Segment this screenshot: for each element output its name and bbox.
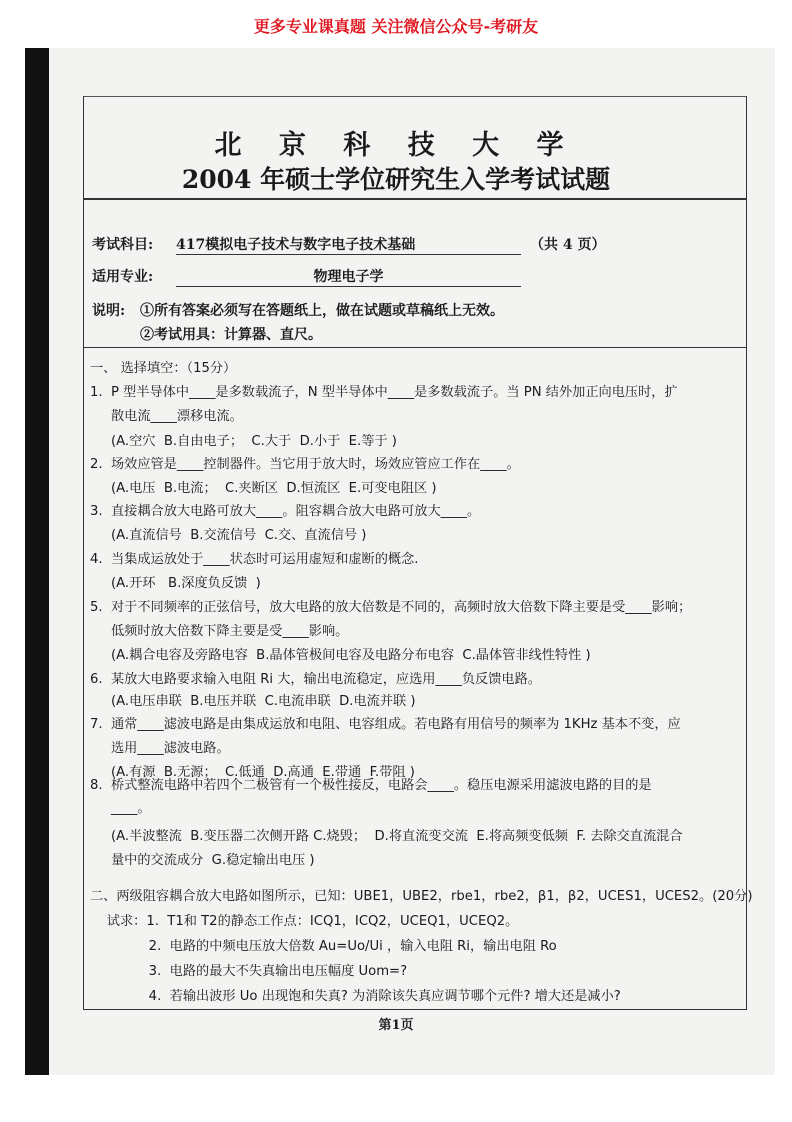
question-line: (A.直流信号 B.交流信号 C.交、直流信号 ) bbox=[90, 528, 367, 543]
question-line: (A.开环 B.深度负反馈 ) bbox=[90, 576, 261, 591]
question-line: 6. 某放大电路要求输入电阻 Ri 大，输出电流稳定，应选用____负反馈电路。 bbox=[90, 672, 541, 687]
major-label: 适用专业: bbox=[92, 269, 154, 285]
question-line: 3. 电路的最大不失真输出电压幅度 Uom=? bbox=[90, 964, 408, 979]
question-line: 5. 对于不同频率的正弦信号，放大电路的放大倍数是不同的，高频时放大倍数下降主要是受____影响； bbox=[90, 600, 692, 615]
question-line: 1. P 型半导体中____是多数载流子，N 型半导体中____是多数载流子。当 PN 结外加正向电压时，扩 bbox=[90, 385, 678, 400]
question-line: 量中的交流成分 G.稳定输出电压 ) bbox=[90, 853, 315, 868]
question-line: (A.空穴 B.自由电子； C.大于 D.小于 E.等于 ) bbox=[90, 434, 397, 449]
question-line: 8. 桥式整流电路中若四个二极管有一个极性接反，电路会____。稳压电源采用滤波电路的目的是 bbox=[90, 778, 652, 793]
question-line: (A.耦合电容及旁路电容 B.晶体管极间电容及电路分布电容 C.晶体管非线性特性 ) bbox=[90, 648, 591, 663]
question-line: (A.电压 B.电流； C.夹断区 D.恒流区 E.可变电阻区 ) bbox=[90, 481, 437, 496]
divider bbox=[83, 347, 747, 348]
question-line: (A.有源 B.无源； C.低通 D.高通 E.带通 F.带阻 ) bbox=[90, 765, 415, 780]
subject-value: 417模拟电子技术与数字电子技术基础 bbox=[176, 234, 521, 255]
major-value: 物理电子学 bbox=[176, 266, 521, 287]
page-count: （共 4 页） bbox=[530, 237, 606, 253]
question-line: ____。 bbox=[90, 801, 151, 816]
subject-label: 考试科目: bbox=[92, 237, 154, 253]
question-line: 2. 电路的中频电压放大倍数 Au=Uo/Ui ，输入电阻 Ri，输出电阻 Ro bbox=[90, 939, 557, 954]
question-line: 3. 直接耦合放大电路可放大____。阻容耦合放大电路可放大____。 bbox=[90, 504, 481, 519]
notes-label: 说明: bbox=[92, 303, 126, 319]
question-line: 试求：1. T1和 T2的静态工作点：ICQ1，ICQ2，UCEQ1，UCEQ2。 bbox=[90, 914, 519, 929]
question-line: 7. 通常____滤波电路是由集成运放和电阻、电容组成。若电路有用信号的频率为 1KHz 基本不变，应 bbox=[90, 717, 681, 732]
scan-edge bbox=[25, 48, 49, 1075]
exam-title: 2004 年硕士学位研究生入学考试试题 bbox=[181, 165, 611, 194]
question-line: 2. 场效应管是____控制器件。当它用于放大时，场效应管应工作在____。 bbox=[90, 457, 520, 472]
promo-banner: 更多专业课真题 关注微信公众号-考研友 bbox=[253, 17, 539, 36]
question-line: 4. 若输出波形 Uo 出现饱和失真? 为消除该失真应调节哪个元件? 增大还是减小? bbox=[90, 989, 621, 1004]
university-name: 北 京 科 技 大 学 bbox=[214, 130, 578, 161]
note-2: ②考试用具：计算器、直尺。 bbox=[140, 327, 322, 343]
page-number: 第1页 bbox=[378, 1018, 414, 1033]
question-line: 一、 选择填空：（15分） bbox=[90, 361, 237, 376]
divider bbox=[83, 198, 747, 200]
question-line: (A.半波整流 B.变压器二次侧开路 C.烧毁； D.将直流变交流 E.将高频变低频 F. 去除交直流混合 bbox=[90, 829, 683, 844]
note-1: ①所有答案必须写在答题纸上，做在试题或草稿纸上无效。 bbox=[140, 303, 504, 319]
question-line: 4. 当集成运放处于____状态时可运用虚短和虚断的概念. bbox=[90, 552, 419, 567]
question-line: 散电流____漂移电流。 bbox=[90, 409, 243, 424]
question-line: (A.电压串联 B.电压并联 C.电流串联 D.电流并联 ) bbox=[90, 694, 416, 709]
question-line: 选用____滤波电路。 bbox=[90, 741, 230, 756]
question-line: 低频时放大倍数下降主要是受____影响。 bbox=[90, 624, 349, 639]
question-line: 二、两级阻容耦合放大电路如图所示，已知：UBE1，UBE2，rbe1，rbe2，β1，β2，UCES1，UCES2。(20分) bbox=[90, 889, 753, 904]
